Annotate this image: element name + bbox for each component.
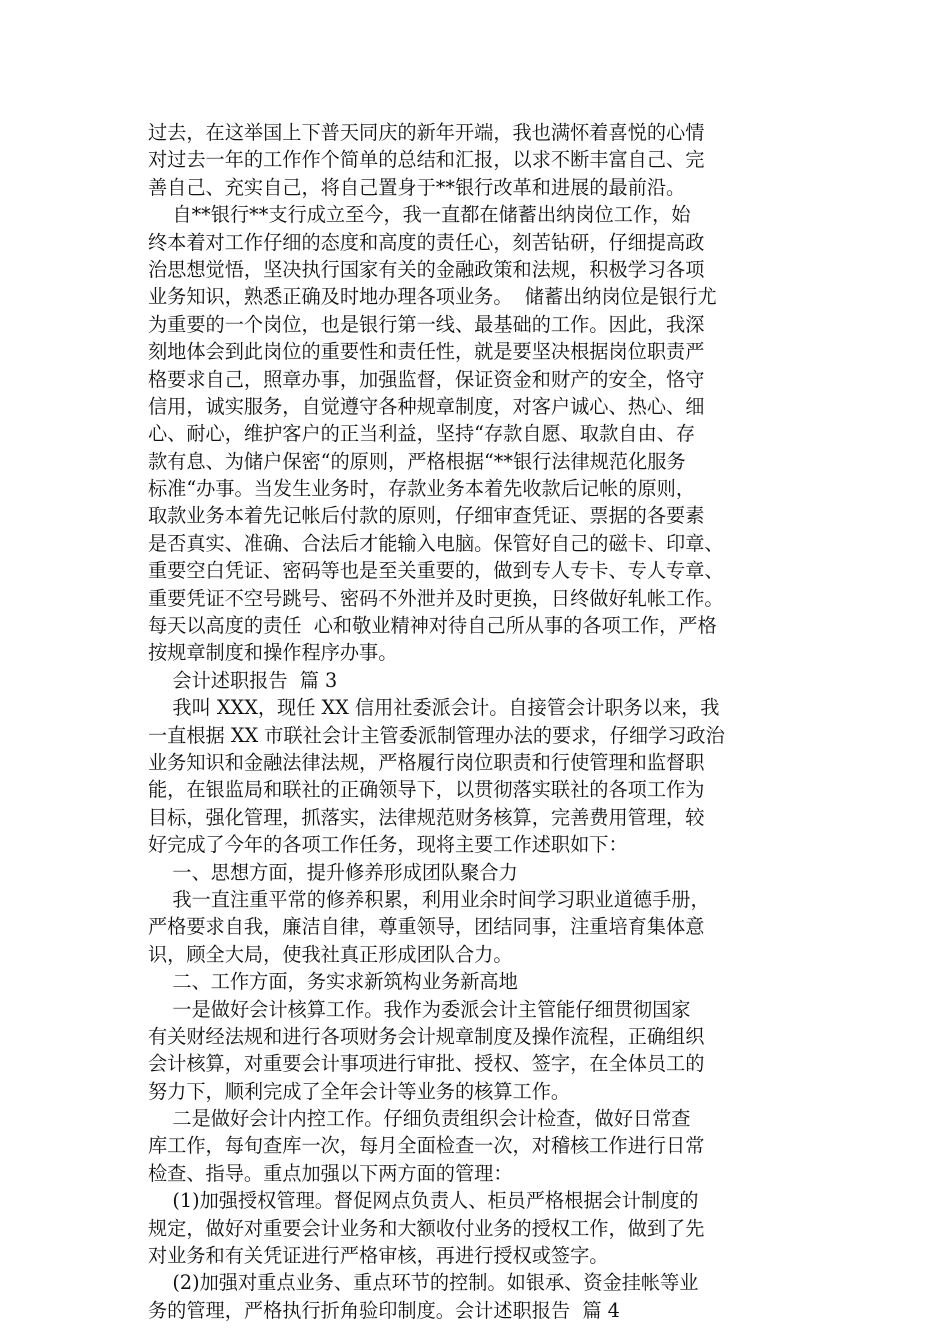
- text-line: 取款业务本着先记帐后付款的原则，仔细审查凭证、票据的各要素: [148, 504, 705, 528]
- text-line: 刻地体会到此岗位的重要性和责任性，就是要坚决根据岗位职责严: [148, 340, 705, 364]
- text-line: 务的管理，严格执行折角验印制度。会计述职报告 篇 4: [148, 1298, 620, 1322]
- text-line: 业务知识和金融法律法规，严格履行岗位职责和行使管理和监督职: [148, 750, 705, 774]
- text-line: 会计核算，对重要会计事项进行审批、授权、签字，在全体员工的: [148, 1052, 705, 1076]
- text-line: 每天以高度的责任 心和敬业精神对待自己所从事的各项工作，严格: [148, 614, 717, 638]
- text-line: 按规章制度和操作程序办事。: [148, 641, 398, 665]
- text-line: 重要空白凭证、密码等也是至关重要的，做到专人专卡、专人专章、: [148, 559, 724, 583]
- text-line: 一是做好会计核算工作。我作为委派会计主管能仔细贯彻国家: [148, 997, 691, 1021]
- text-line: 心、耐心，维护客户的正当利益，坚持“存款自愿、取款自由、存: [148, 422, 696, 446]
- text-line: 二、工作方面，务实求新筑构业务新高地: [148, 970, 518, 994]
- text-line: 能，在银监局和联社的正确领导下，以贯彻落实联社的各项工作为: [148, 778, 705, 802]
- text-line: 目标，强化管理，抓落实，法律规范财务核算，完善费用管理，较: [148, 805, 705, 829]
- text-line: 一直根据 XX 市联社会计主管委派制管理办法的要求，仔细学习政治: [148, 723, 725, 747]
- text-line: 会计述职报告 篇 3: [148, 668, 338, 692]
- text-line: (2)加强对重点业务、重点环节的控制。如银承、资金挂帐等业: [148, 1271, 699, 1295]
- text-line: 我一直注重平常的修养积累，利用业余时间学习职业道德手册，: [148, 887, 710, 911]
- text-line: 对业务和有关凭证进行严格审核，再进行授权或签字。: [148, 1244, 609, 1268]
- text-line: 标准“办事。当发生业务时，存款业务本着先收款后记帐的原则，: [148, 477, 696, 501]
- text-line: 有关财经法规和进行各项财务会计规章制度及操作流程，正确组织: [148, 1024, 705, 1048]
- text-line: 过去，在这举国上下普天同庆的新年开端，我也满怀着喜悦的心情: [148, 121, 705, 144]
- text-line: 为重要的一个岗位，也是银行第一线、最基础的工作。因此，我深: [148, 312, 705, 336]
- text-line: 信用，诚实服务，自觉遵守各种规章制度，对客户诚心、热心、细: [148, 394, 705, 418]
- text-line: 努力下，顺利完成了全年会计等业务的核算工作。: [148, 1079, 571, 1103]
- text-line: 库工作，每旬查库一次，每月全面检查一次，对稽核工作进行日常: [148, 1134, 705, 1158]
- text-line: 终本着对工作仔细的态度和高度的责任心，刻苦钻研，仔细提高政: [148, 230, 705, 254]
- text-line: 一、思想方面，提升修养形成团队聚合力: [148, 860, 518, 884]
- text-line: 治思想觉悟，坚决执行国家有关的金融政策和法规，积极学习各项: [148, 257, 705, 281]
- text-line: 识，顾全大局，使我社真正形成团队合力。: [148, 942, 513, 966]
- text-line: 严格要求自我，廉洁自律，尊重领导，团结同事，注重培育集体意: [148, 915, 705, 939]
- document-body: [148, 119, 813, 1324]
- text-line: 检查、指导。重点加强以下两方面的管理：: [148, 1161, 513, 1185]
- text-line: 款有息、为储户保密“的原则，严格根据“**银行法律规范化服务: [148, 449, 686, 473]
- text-line: 善自己、充实自己，将自己置身于**银行改革和进展的最前沿。: [148, 175, 686, 199]
- text-line: 重要凭证不空号跳号、密码不外泄并及时更换，日终做好轧帐工作。: [148, 586, 724, 610]
- text-line: 业务知识，熟悉正确及时地办理各项业务。 储蓄出纳岗位是银行尤: [148, 285, 717, 309]
- text-line: 自**银行**支行成立至今，我一直都在储蓄出纳岗位工作，始: [148, 203, 691, 227]
- text-line: 二是做好会计内控工作。仔细负责组织会计检查，做好日常查: [148, 1107, 691, 1131]
- text-line: (1)加强授权管理。督促网点负责人、柜员严格根据会计制度的: [148, 1189, 699, 1213]
- text-line: 对过去一年的工作作个简单的总结和汇报，以求不断丰富自己、完: [148, 148, 705, 172]
- text-line: 是否真实、准确、合法后才能输入电脑。保管好自己的磁卡、印章、: [148, 531, 724, 555]
- text-line: 我叫 XXX，现任 XX 信用社委派会计。自接管会计职务以来，我: [148, 696, 720, 720]
- text-line: 好完成了今年的各项工作任务，现将主要工作述职如下：: [148, 833, 628, 857]
- text-line: 规定，做好对重要会计业务和大额收付业务的授权工作，做到了先: [148, 1216, 705, 1240]
- text-line: 格要求自己，照章办事，加强监督，保证资金和财产的安全，恪守: [148, 367, 705, 391]
